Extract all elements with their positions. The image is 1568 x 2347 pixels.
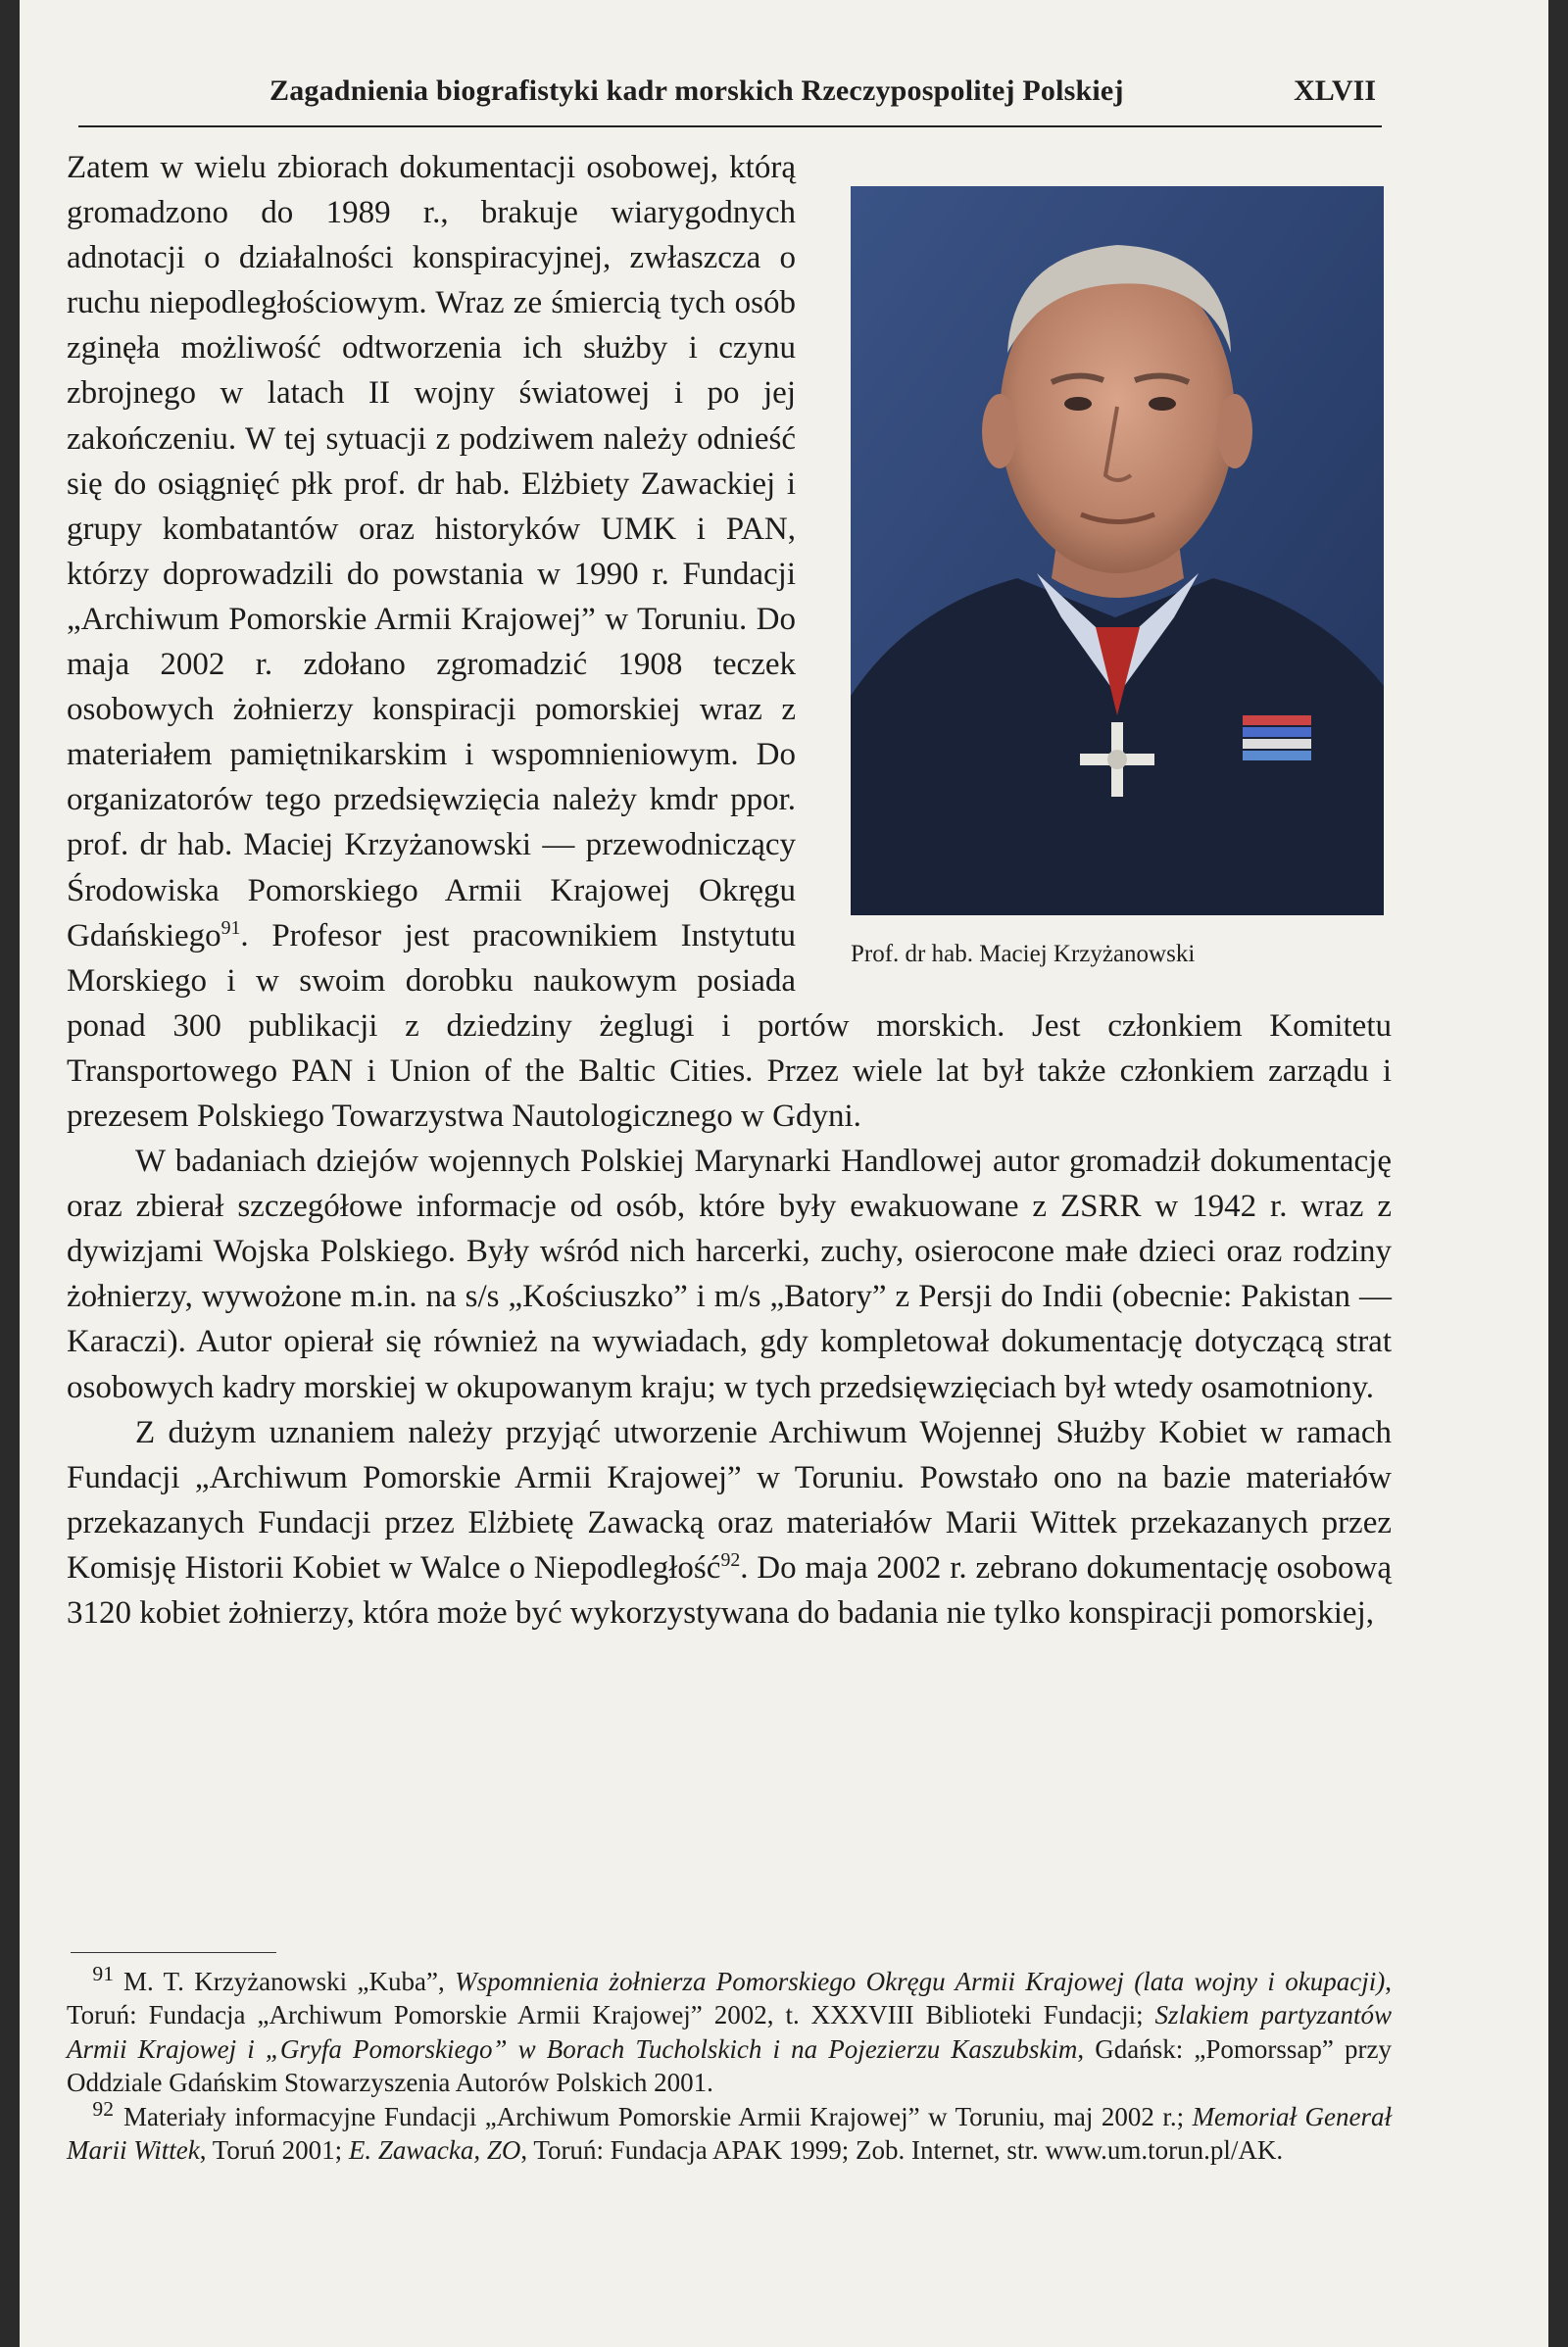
footnote-92-title: Memoriał Generał Marii Wittek — [67, 2101, 1392, 2166]
book-page — [20, 0, 1548, 2347]
footnote-92-title-2: E. Zawacka, ZO — [348, 2135, 521, 2166]
footnote-number: 91 — [92, 1962, 114, 1985]
paragraph-2: W badaniach dziejów wojennych Polskiej Marynarki Handlowej autor gromadził dokumentację oraz zbierał szczegółowe informacje od osób, które były ewakuowane z ZSRR w 1942 r. wraz z dywizjami Wojska Polskiego. Były wśród nich harcerki, zuchy, osierocone małe dzieci oraz rodziny żołnierzy, wywożone m.in. na s/s „Kościuszko” i m/s „Batory” z Persji do Indii (obecnie: Pakistan — Karaczi). Autor opierał się również na wywiadach, gdy kompletował dokumentację dotyczącą strat osobowych kadry morskiej w okupowanym kraju; w tych przedsięwzięciach był wtedy osamotniony. — [67, 1144, 1392, 1405]
paragraph-3-text-b: . Do maja 2002 r. zebrano dokumentację osobową 3120 kobiet żołnierzy, która może być wykorzystywana do badania nie tylko konspiracji pomorskiej, — [67, 1549, 1392, 1631]
footnote-91-title-2: Szlakiem partyzantów Armii Krajowej i „Gryfa Pomorskiego” w Borach Tucholskich i na Pojezierzu Kaszubskim — [67, 2000, 1392, 2064]
page-number: XLVII — [1294, 74, 1376, 107]
footnote-91-text: M. T. Krzyżanowski „Kuba”, — [123, 1967, 456, 1996]
footnote-92 — [67, 2096, 1392, 2168]
portrait-photo — [851, 186, 1384, 915]
paragraph-3 — [67, 1410, 1392, 1636]
body-text — [67, 145, 1392, 1636]
footnote-92-text-3: , Toruń: Fundacja APAK 1999; Zob. Internet, str. www.um.torun.pl/AK. — [520, 2135, 1284, 2166]
paragraph-3-text-a: Z dużym uznaniem należy przyjąć utworzenie Archiwum Wojennej Służby Kobiet w ramach Fundacji „Archiwum Pomorskie Armii Krajowej” w Toruniu. Powstało ono na bazie materiałów przekazanych Fundacji przez Elżbietę Zawacką oraz materiałów Marii Wittek przekazanych przez Komisję Historii Kobiet w Walce o Niepodległość — [67, 1414, 1392, 1586]
running-header — [78, 67, 1382, 127]
paragraph-1-text-a: Zatem w wielu zbiorach dokumentacji osobowej, którą gromadzono do 1989 r., brakuje wiarygodnych adnotacji o działalności konspiracyjnej, zwłaszcza o ruchu niepodległościowym. Wraz ze śmiercią tych osób zginęła możliwość odtworzenia ich służby i czynu zbrojnego w latach II wojny światowej i po jej zakończeniu. W tej sytuacji z podziwem należy odnieść się do osiągnięć płk prof. dr hab. Elżbiety Zawackiej i grupy kombatantów oraz historyków UMK i PAN, którzy doprowadzili do powstania w 1990 r. Fundacji „Archiwum Pomorskie Armii Krajowej” w Toruniu. Do maja 2002 r. zdołano zgromadzić 1908 teczek osobowych żołnierzy konspiracji pomorskiej wraz z materiałem pamiętnikarskim i wspomnieniowym. Do organizatorów tego przedsięwzięcia należy kmdr ppor. prof. dr hab. Maciej Krzyżanowski — przewodniczący Środowiska Pomorskiego Armii Krajowej Okręgu Gdańskiego — [67, 150, 796, 953]
footnote-91 — [67, 1962, 1392, 2100]
footnote-92-text-2: , Toruń 2001; — [199, 2135, 349, 2166]
footnote-ref-92[interactable]: 92 — [720, 1548, 741, 1571]
paragraph-1-text-b: . Profesor jest pracownikiem Instytutu Morskiego i w swoim dorobku naukowym posiada ponad 300 publikacji z dziedziny żeglugi i portów morskich. Jest członkiem Komitetu Transportowego PAN i Union of the Baltic Cities. Przez wiele lat był także członkiem zarządu i prezesem Polskiego Towarzystwa Nautologicznego w Gdyni. — [67, 917, 1392, 1134]
photo-caption: Prof. dr hab. Maciej Krzyżanowski — [851, 941, 1196, 967]
footnote-92-text: Materiały informacyjne Fundacji „Archiwum Pomorskie Armii Krajowej” w Toruniu, maj 2002 r.; — [123, 2101, 1193, 2131]
footnote-91-title: Wspomnienia żołnierza Pomorskiego Okręgu Armii Krajowej (lata wojny i okupacji) — [455, 1967, 1386, 1996]
footnote-ref-91[interactable]: 91 — [220, 916, 241, 939]
figure — [843, 186, 1392, 970]
running-title: Zagadnienia biografistyki kadr morskich Rzeczypospolitej Polskiej — [270, 74, 1124, 107]
footnote-91-text-3: , Gdańsk: „Pomorssap” przy Oddziale Gdańskim Stowarzyszenia Autorów Polskich 2001. — [67, 2033, 1392, 2098]
footnote-number: 92 — [92, 2096, 114, 2121]
footnote-divider — [71, 1952, 276, 1953]
footnote-91-text-2: , Toruń: Fundacja „Archiwum Pomorskie Armii Krajowej” 2002, t. XXXVIII Biblioteki Fundacji; — [67, 1967, 1392, 2030]
footnotes — [67, 1962, 1392, 2167]
